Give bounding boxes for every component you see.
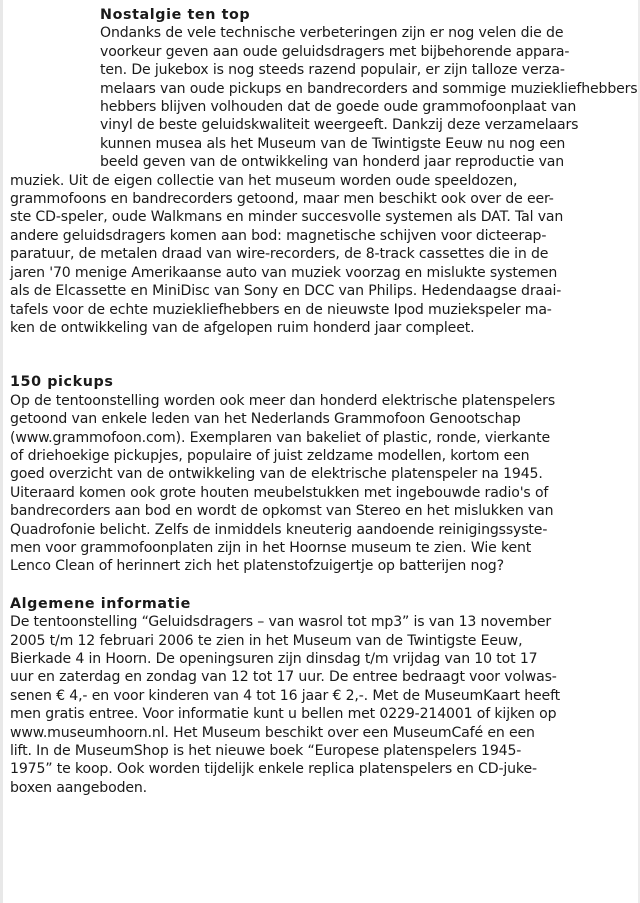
section-heading: 150 pickups <box>10 374 114 391</box>
text-line: bandrecorders aan bod en wordt de opkomst van Stereo en het mislukken van <box>10 503 554 520</box>
text-line: jaren '70 menige Amerikaanse auto van muziek voorzag en mislukte systemen <box>10 264 558 281</box>
text-line: goed overzicht van de ontwikkeling van de elektrische platenspeler na 1945. <box>10 466 543 483</box>
text-line: senen € 4,- en voor kinderen van 4 tot 16 jaar € 2,-. Met de MuseumKaart heeft <box>10 687 561 704</box>
text-line: Uiteraard komen ook grote houten meubelstukken met ingebouwde radio's of <box>10 484 549 501</box>
text-line: vinyl de beste geluidskwaliteit weergeeft. Dankzij deze verzamelaars <box>100 117 579 134</box>
text-line: ste CD-speler, oude Walkmans en minder succesvolle systemen als DAT. Tal van <box>10 209 564 226</box>
text-line: voorkeur geven aan oude geluidsdragers met bijbehorende appara- <box>100 43 570 60</box>
text-line: muziek. Uit de eigen collectie van het museum worden oude speeldozen, <box>10 172 518 189</box>
text-line: Lenco Clean of herinnert zich het platenstofzuigertje op batterijen nog? <box>10 558 504 575</box>
text-line: tafels voor de echte muziekliefhebbers en de nieuwste Ipod muziekspeler ma- <box>10 301 552 318</box>
text-line: ken de ontwikkeling van de afgelopen ruim honderd jaar compleet. <box>10 319 475 336</box>
text-line: ten. De jukebox is nog steeds razend populair, er zijn talloze verza- <box>100 62 565 79</box>
text-line: lift. In de MuseumShop is het nieuwe boek “Europese platenspelers 1945- <box>10 743 522 760</box>
text-line: boxen aangeboden. <box>10 779 147 796</box>
text-line: grammofoons en bandrecorders getoond, maar men beschikt ook over de eer- <box>10 191 554 208</box>
text-line: beeld geven van de ontwikkeling van honderd jaar reproductie van <box>100 154 565 171</box>
text-line: (www.grammofoon.com). Exemplaren van bakeliet of plastic, ronde, vierkante <box>10 429 550 446</box>
text-line: 1975” te koop. Ook worden tijdelijk enkele replica platenspelers en CD-juke- <box>10 761 537 778</box>
section-nostalgie-ten-top <box>10 6 638 337</box>
text-line: paratuur, de metalen draad van wire-recorders, de 8-track cassettes die in de <box>10 246 549 263</box>
section-heading: Algemene informatie <box>10 595 191 612</box>
article <box>10 6 638 797</box>
text-line: getoond van enkele leden van het Nederlands Grammofoon Genootschap <box>10 411 521 428</box>
text-line: De tentoonstelling “Geluidsdragers – van wasrol tot mp3” is van 13 november <box>10 614 552 631</box>
section-algemene-informatie <box>10 595 628 797</box>
text-line: of driehoekige pickupjes, populaire of juist zeldzame modellen, kortom een <box>10 447 530 464</box>
text-line: Op de tentoonstelling worden ook meer dan honderd elektrische platenspelers <box>10 392 556 409</box>
text-line: als de Elcassette en MiniDisc van Sony en DCC van Philips. Hedendaagse draai- <box>10 283 562 300</box>
section-150-pickups <box>10 373 628 575</box>
text-line: www.museumhoorn.nl. Het Museum beschikt over een MuseumCafé en een <box>10 724 535 741</box>
section-heading: Nostalgie ten top <box>100 7 251 23</box>
text-line: kunnen musea als het Museum van de Twintigste Eeuw nu nog een <box>100 135 566 152</box>
text-line: Bierkade 4 in Hoorn. De openingsuren zijn dinsdag t/m vrijdag van 10 tot 17 <box>10 651 538 667</box>
text-line: men voor grammofoonplaten zijn in het Hoornse museum te zien. Wie kent <box>10 539 532 556</box>
text-line: melaars van oude pickups en bandrecorders and sommige muziekliefhebbers <box>100 80 638 97</box>
text-line: hebbers blijven volhouden dat de goede oude grammofoonplaat van <box>100 99 577 116</box>
text-line: Quadrofonie belicht. Zelfs de inmiddels kneuterig aandoende reinigingssyste- <box>10 521 548 538</box>
text-line: andere geluidsdragers komen aan bod: magnetische schijven voor dicteerap- <box>10 227 547 244</box>
text-line: men gratis entree. Voor informatie kunt u bellen met 0229-214001 of kijken op <box>10 706 557 723</box>
text-line: 2005 t/m 12 februari 2006 te zien in het Museum van de Twintigste Eeuw, <box>10 632 523 649</box>
text-line: uur en zaterdag en zondag van 12 tot 17 uur. De entree bedraagt voor volwas- <box>10 669 557 686</box>
text-line: Ondanks de vele technische verbeteringen zijn er nog velen die de <box>100 25 564 42</box>
